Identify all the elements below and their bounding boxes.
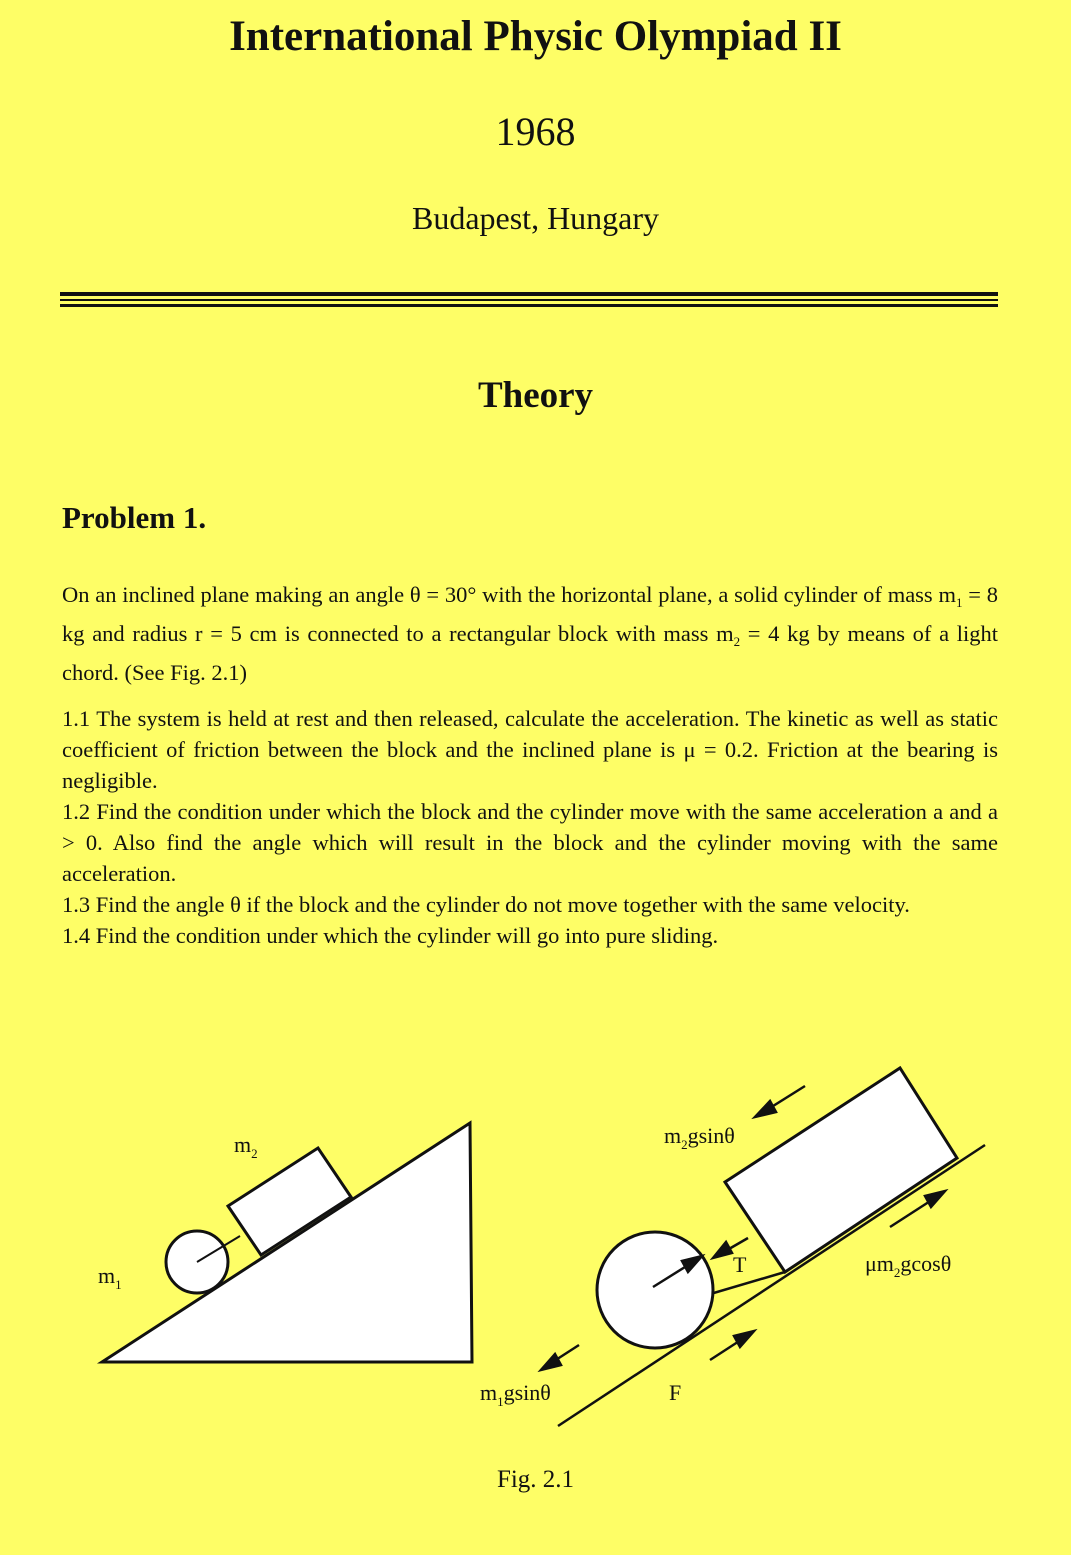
section-title: Theory xyxy=(477,375,594,416)
label-friction-force: F xyxy=(669,1380,682,1405)
question-1-4: 1.4 Find the condition under which the cylinder will go into pure sliding. xyxy=(62,923,719,948)
olympiad-location: Budapest, Hungary xyxy=(411,200,660,236)
problem-heading: Problem 1. xyxy=(62,500,207,535)
label-m2: $m_2$ xyxy=(234,1132,258,1161)
label-mu-m2gcos: $\mu m_2gcos\theta$ xyxy=(865,1251,952,1280)
olympiad-year: 1968 xyxy=(495,109,576,154)
header-divider-thin xyxy=(60,299,998,301)
cylinder-free-body xyxy=(597,1232,713,1348)
document-title: International Physic Olympiad II xyxy=(229,13,842,60)
label-m2gsin: $m_2gsin\theta$ xyxy=(664,1123,735,1152)
left-diagram xyxy=(102,1123,472,1362)
figure-caption: Fig. 2.1 xyxy=(496,1466,575,1493)
question-list xyxy=(62,703,998,951)
label-tension: T xyxy=(733,1252,747,1277)
block-free-body xyxy=(725,1068,957,1272)
inclined-plane xyxy=(102,1123,472,1362)
header-divider-bottom xyxy=(60,304,998,307)
label-m1: $m_1$ xyxy=(98,1263,122,1292)
right-diagram xyxy=(558,1068,985,1426)
figure-2-1 xyxy=(0,1050,1071,1460)
question-1-2: 1.2 Find the condition under which the block and the cylinder move with the same acceleration a and a > 0. Also find the angle which will result in the block and the cylinder moving with the same acceleration. xyxy=(62,799,998,886)
problem-statement: On an inclined plane making an angle θ = 30° with the horizontal plane, a solid cylinder of mass $m_1 = 8$ kg and radius r = 5 cm is connected to a rectangular block with mass $m_2 = 4$ kg by means of a light chord. (See Fig. 2.1) xyxy=(62,582,999,685)
question-1-1: 1.1 The system is held at rest and then released, calculate the acceleration. The kinetic as well as static coefficient of friction between the block and the inclined plane is μ = 0.2. Friction at the bearing is negligible. xyxy=(62,706,998,793)
label-m1gsin: $m_1gsin\theta$ xyxy=(480,1380,551,1409)
question-1-3: 1.3 Find the angle θ if the block and the cylinder do not move together with the same velocity. xyxy=(62,892,910,917)
header-divider-thick xyxy=(60,292,998,296)
